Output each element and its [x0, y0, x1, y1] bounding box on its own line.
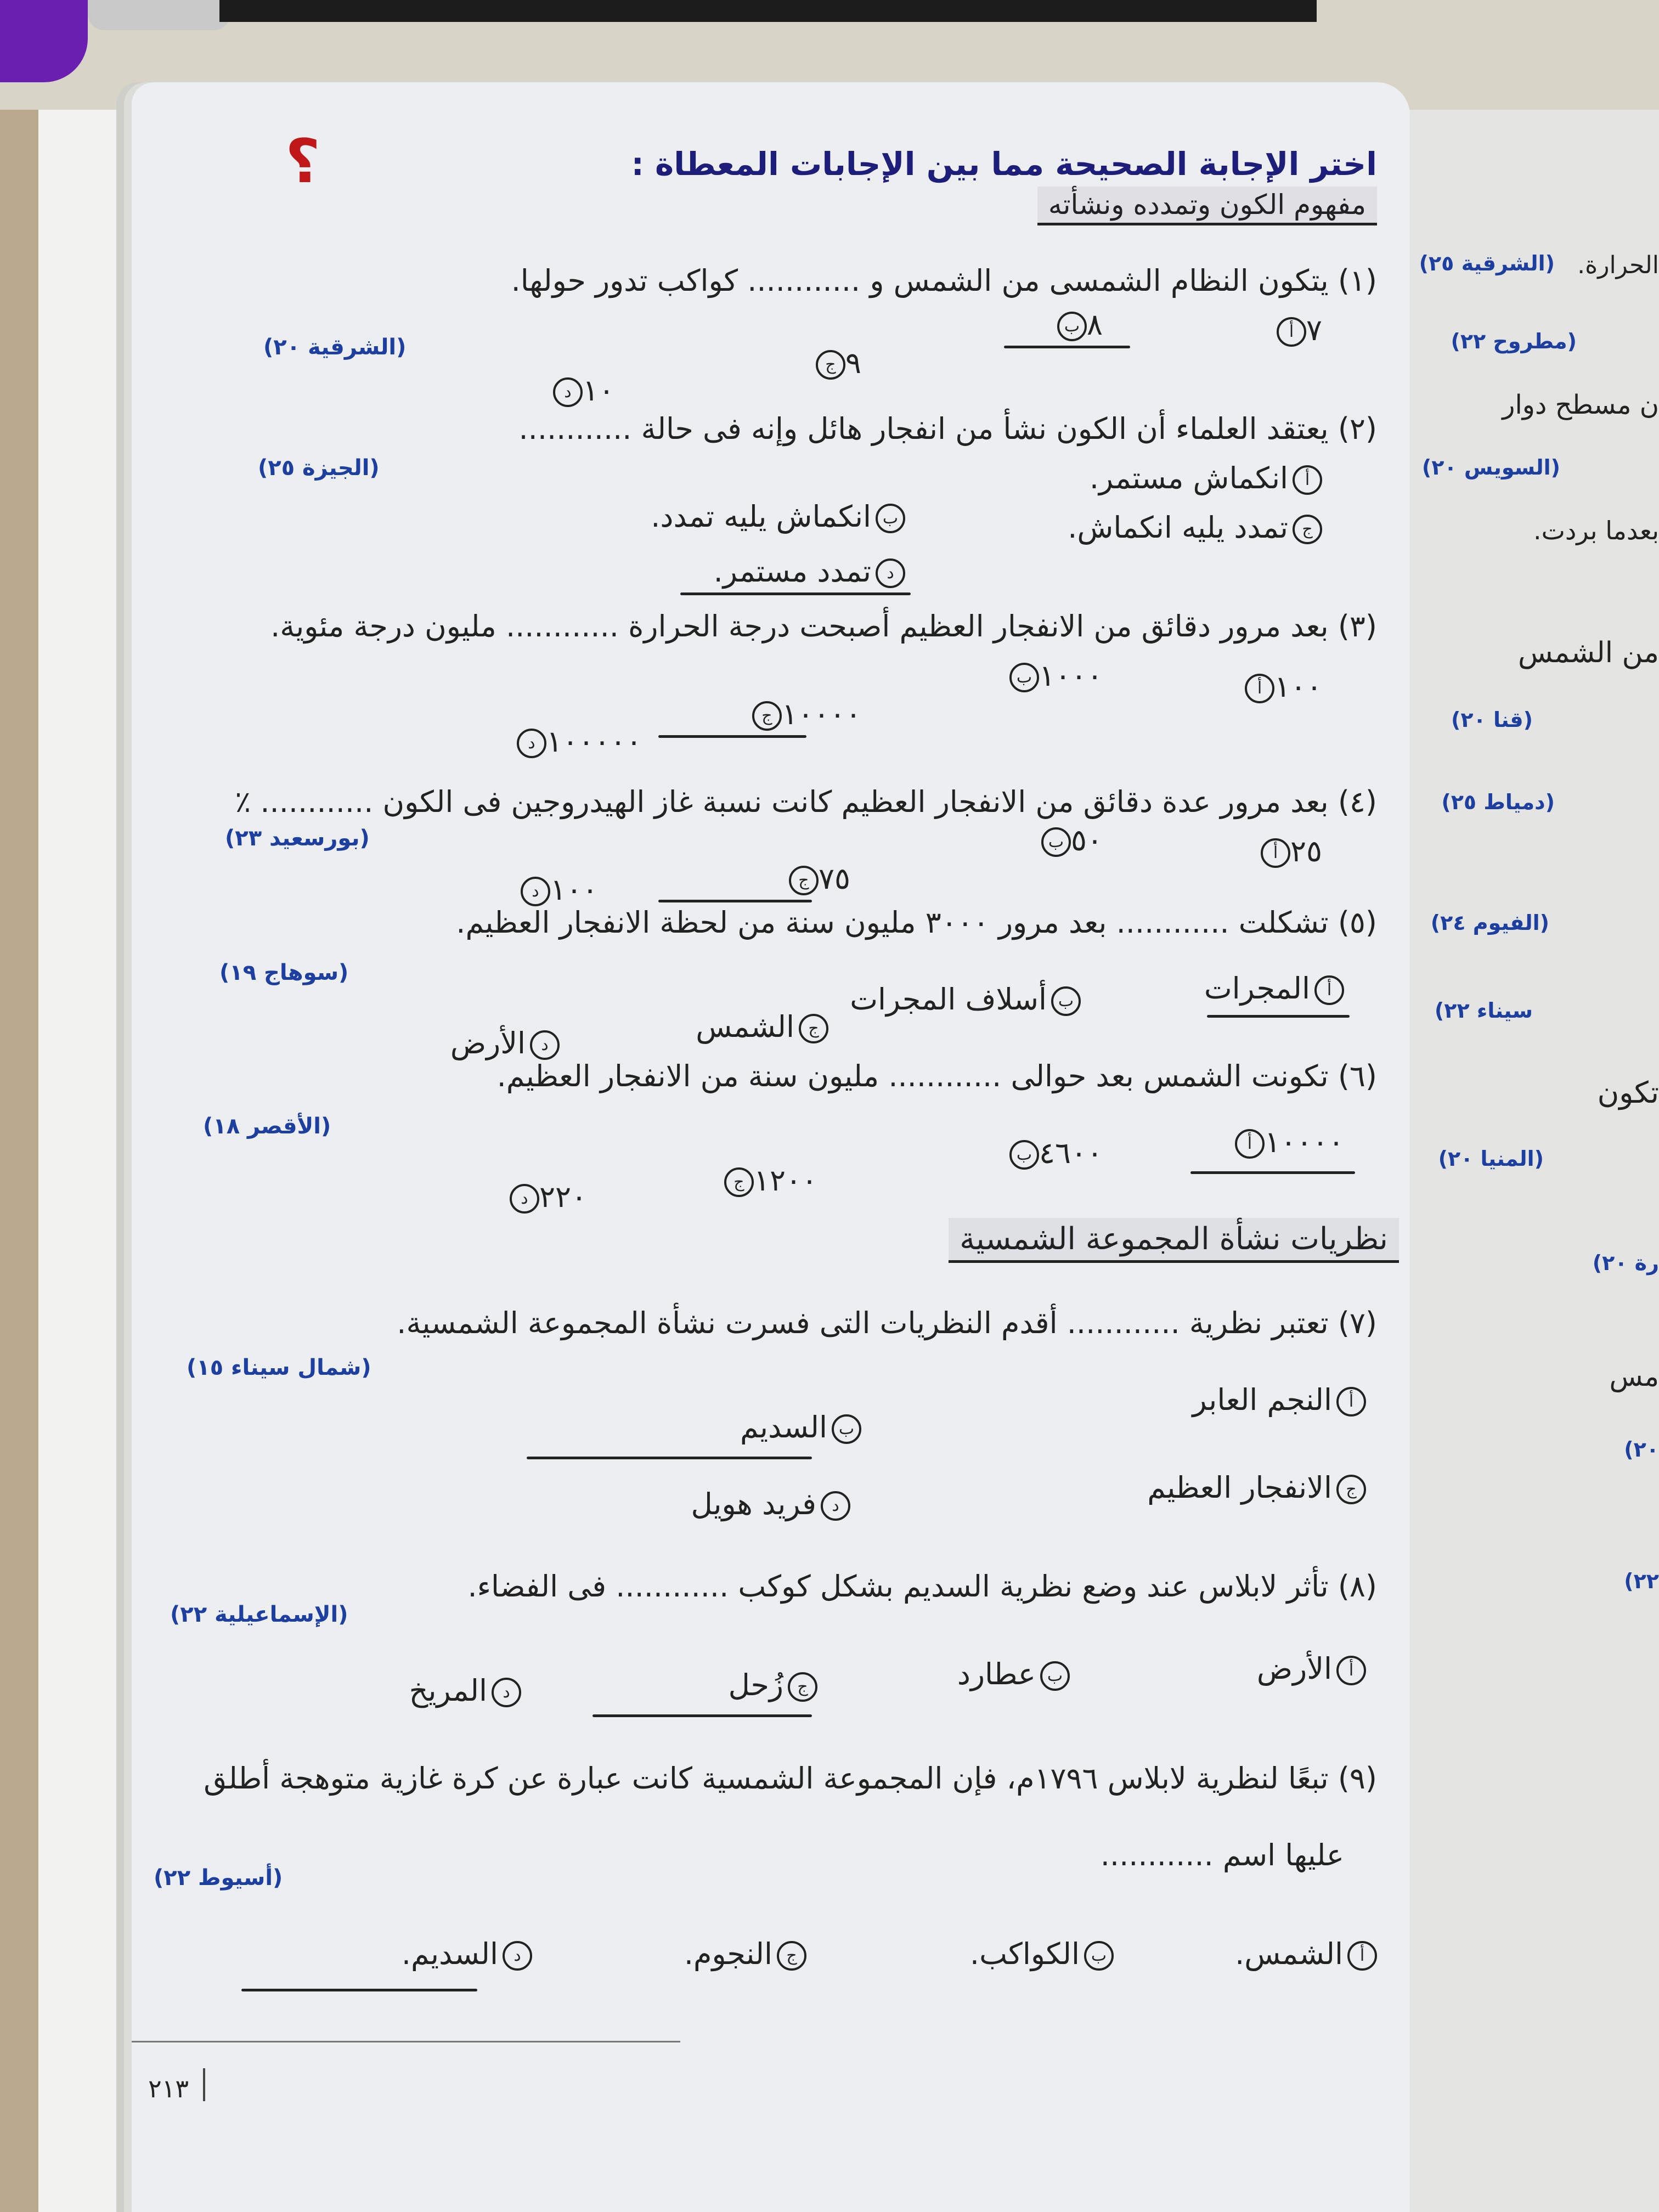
option[interactable]: أ ٧: [1272, 313, 1322, 347]
answer-underline: [1207, 1015, 1350, 1018]
option[interactable]: بعطارد: [957, 1657, 1070, 1691]
margin-text: مس: [1609, 1361, 1659, 1392]
question-source: (الشرقية ٢٠): [263, 335, 407, 360]
option[interactable]: أالنجم العابر: [1193, 1383, 1367, 1417]
question-8: (٨) تأثر لابلاس عند وضع نظرية السديم بشكل كوكب ............ فى الفضاء.: [467, 1569, 1377, 1604]
book-page: [132, 82, 1410, 2212]
option[interactable]: ب ١٠٠٠: [1005, 658, 1103, 693]
option[interactable]: د ١٠٠: [516, 872, 598, 907]
option[interactable]: دفريد هويل: [691, 1487, 850, 1521]
footer-divider: [132, 2041, 680, 2042]
option[interactable]: بالسديم: [740, 1410, 861, 1444]
answer-underline: [658, 735, 806, 738]
question-source: (سوهاج ١٩): [219, 960, 349, 985]
question-source: (بورسعيد ٢٣): [225, 826, 370, 851]
right-page: [1383, 110, 1659, 2212]
margin-text: (٢٠: [1624, 1437, 1659, 1462]
option[interactable]: أ ٢٥: [1256, 834, 1322, 868]
option[interactable]: بالكواكب.: [970, 1937, 1114, 1971]
option[interactable]: جالنجوم.: [684, 1937, 806, 1971]
question-source: (الإسماعيلية ٢٢): [170, 1602, 348, 1627]
margin-text: (المنيا ٢٠): [1438, 1147, 1544, 1171]
question-1: (١) يتكون النظام الشمسى من الشمس و ............ كواكب تدور حولها.: [511, 263, 1377, 298]
page-instruction: اختر الإجابة الصحيحة مما بين الإجابات المعطاة :: [631, 145, 1377, 183]
option[interactable]: جزُحل: [729, 1668, 817, 1702]
topic-heading: مفهوم الكون وتمدده ونشأته: [1037, 187, 1377, 225]
option[interactable]: د ١٠: [549, 373, 614, 408]
option[interactable]: أانكماش مستمر.: [1090, 461, 1322, 495]
option[interactable]: دتمدد مستمر.: [714, 554, 905, 589]
question-source: (أسيوط ٢٢): [154, 1865, 283, 1891]
margin-text: بعدما بردت.: [1533, 516, 1659, 545]
question-2: (٢) يعتقد العلماء أن الكون نشأ من انفجار هائل وإنه فى حالة ............: [518, 411, 1377, 446]
option[interactable]: د ١٠٠٠٠٠: [512, 724, 642, 759]
margin-text: رة ٢٠): [1592, 1251, 1659, 1275]
option[interactable]: ج ١٢٠٠: [720, 1163, 817, 1198]
question-source: (الجيزة ٢٥): [258, 455, 380, 481]
question-6: (٦) تكونت الشمس بعد حوالى ............ مليون سنة من الانفجار العظيم.: [496, 1059, 1377, 1093]
question-3: (٣) بعد مرور دقائق من الانفجار العظيم أصبحت درجة الحرارة ............ مليون درجة مئوية.: [270, 609, 1377, 644]
option[interactable]: أ ١٠٠: [1240, 669, 1322, 704]
margin-text: (دمياط ٢٥): [1441, 790, 1555, 814]
option[interactable]: دالأرض: [450, 1026, 560, 1060]
option[interactable]: أالشمس.: [1235, 1937, 1377, 1971]
margin-text: الحرارة.: [1577, 251, 1659, 279]
question-source: (الأقصر ١٨): [203, 1114, 331, 1139]
margin-text: (الشرقية ٢٥): [1419, 251, 1555, 275]
question-5: (٥) تشكلت ............ بعد مرور ٣٠٠٠ مليون سنة من لحظة الانفجار العظيم.: [456, 905, 1377, 940]
question-9-line-2: عليها اسم ............: [1100, 1838, 1344, 1872]
margin-text: (السويس ٢٠): [1421, 455, 1560, 479]
option[interactable]: ب ٨: [1053, 307, 1103, 342]
margin-text: تكون: [1597, 1075, 1659, 1110]
page-number-divider: [203, 2068, 205, 2101]
answer-underline: [658, 900, 812, 902]
answer-underline: [1004, 346, 1130, 348]
option[interactable]: ج ٩: [811, 346, 861, 380]
option[interactable]: جتمدد يليه انكماش.: [1068, 510, 1322, 545]
answer-underline: [241, 1989, 477, 1991]
option[interactable]: ب ٤٦٠٠: [1005, 1136, 1103, 1170]
margin-text: سيناء ٢٢): [1434, 998, 1533, 1023]
option[interactable]: دالسديم.: [402, 1937, 532, 1971]
margin-text: من الشمس: [1517, 636, 1659, 669]
margin-text: (الفيوم ٢٤): [1430, 911, 1549, 935]
question-source: (شمال سيناء ١٥): [187, 1355, 371, 1380]
option[interactable]: ج ١٠٠٠٠: [748, 697, 861, 731]
option[interactable]: بانكماش يليه تمدد.: [651, 499, 905, 534]
pen: [88, 0, 230, 30]
margin-text: ن مسطح دوار: [1502, 390, 1659, 420]
option[interactable]: ب ٥٠: [1037, 823, 1103, 857]
question-9: (٩) تبعًا لنظرية لابلاس ١٧٩٦م، فإن المجموعة الشمسية كانت عبارة عن كرة غازية متوهجة أطلق: [204, 1761, 1377, 1796]
option[interactable]: أالمجرات: [1204, 971, 1344, 1006]
question-4: (٤) بعد مرور عدة دقائق من الانفجار العظيم كانت نسبة غاز الهيدروجين فى الكون ............ ٪: [235, 785, 1377, 819]
option[interactable]: بأسلاف المجرات: [850, 982, 1081, 1017]
option[interactable]: دالمريخ: [409, 1673, 521, 1708]
option[interactable]: جالانفجار العظيم: [1147, 1470, 1366, 1505]
answer-underline: [592, 1714, 812, 1717]
answer-underline: [680, 592, 911, 595]
margin-text: (مطروح ٢٢): [1451, 329, 1577, 353]
option[interactable]: أالأرض: [1257, 1651, 1366, 1686]
margin-text: (قنا ٢٠): [1451, 708, 1533, 732]
question-7: (٧) تعتبر نظرية ............ أقدم النظريات التى فسرت نشأة المجموعة الشمسية.: [397, 1306, 1377, 1340]
dark-book-edge: [219, 0, 1317, 22]
margin-text: (٢٢: [1624, 1569, 1659, 1593]
answer-underline: [527, 1457, 812, 1459]
option[interactable]: د ٢٢٠: [505, 1180, 587, 1214]
option[interactable]: أ ١٠٠٠٠: [1231, 1125, 1344, 1159]
section-heading: نظريات نشأة المجموعة الشمسية: [949, 1218, 1399, 1263]
page-number: ٢١٣: [148, 2074, 189, 2103]
answer-underline: [1190, 1171, 1355, 1174]
question-mark-icon: ؟: [285, 126, 320, 196]
option[interactable]: جالشمس: [696, 1009, 828, 1044]
option[interactable]: ج ٧٥: [785, 861, 850, 896]
